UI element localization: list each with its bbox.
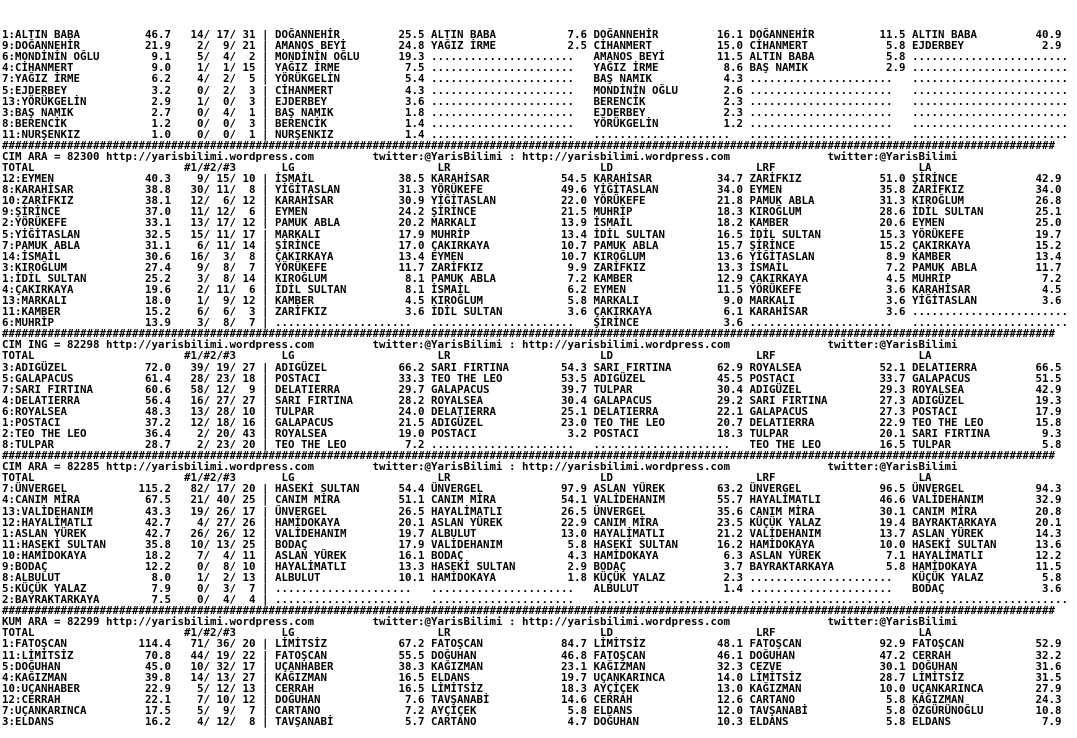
report-line: 11:LİMİTSİZ 70.8 44/ 19/ 22 | FATOŞCAN 55.5 DOĞUHAN 46.8 FATOŞCAN 46.1 DOĞUHAN 47.2 CERRAH 32.2: [2, 648, 1062, 662]
report-line: 2:BAYRAKTARKAYA 7.5 0/ 4/ 4 | ..................... ...................... ..................... ...................... ........................: [2, 593, 1069, 607]
report-line: 12:HAYALİMATLI 42.7 4/ 27/ 26 | HAMİDOKAYA 20.1 ASLAN YÜREK 22.9 CANIM MİRA 23.5 KÜÇÜK YALAZ 19.4 BAYRAKTARKAYA 20.1: [2, 515, 1062, 529]
section-separator: ##################################################################################################################################################################: [2, 449, 1056, 463]
report-line: 8:TULPAR 28.7 2/ 23/ 20 | TEO THE LEO 7.2 ...................... ..................... TEO THE LEO 16.5 TULPAR 5.8: [2, 438, 1062, 452]
report-line: 13:MARKALI 18.0 1/ 9/ 12 | KAMBER 4.5 KIROĞLUM 5.8 MARKALI 9.0 MARKALI 3.6 YİĞİTASLAN 3.6: [2, 294, 1062, 308]
report-line: 2:TEO THE LEO 36.4 2/ 20/ 43 | ROYALSEA 19.0 POSTACI 3.2 POSTACI 18.3 TULPAR 20.1 SARI FIRTINA 9.3: [2, 426, 1062, 440]
section-separator: ##################################################################################################################################################################: [2, 604, 1056, 618]
report-line: 1:POSTACI 37.2 12/ 18/ 16 | GALAPACUS 21.5 ADIGÜZEL 23.0 TEO THE LEO 20.7 DELATIERRA 22.9 TEO THE LEO 15.8: [2, 415, 1062, 429]
report-line: 5:GALAPACUS 61.4 28/ 23/ 18 | POSTACI 33.3 TEO THE LEO 53.5 ADIGÜZEL 45.5 POSTACI 33.7 GALAPACUS 51.5: [2, 371, 1062, 385]
report-line: 3:ELDANS 16.2 4/ 12/ 8 | TAVŞANABİ 5.7 CARTANO 4.7 DOĞUHAN 10.3 ELDANS 5.8 ELDANS 7.9: [2, 715, 1062, 728]
column-headers: TOTAL #1/#2/#3 LG LR LD LRF LA: [2, 161, 932, 175]
report-line: 4:DELATIERRA 56.4 16/ 27/ 27 | SARI FIRTINA 28.2 ROYALSEA 30.4 GALAPACUS 29.2 SARI FIRTINA 27.3 ADIGÜZEL 19.3: [2, 393, 1062, 407]
report-line: 8:ALBULUT 8.0 1/ 2/ 13 | ALBULUT 10.1 HAMİDOKAYA 1.8 KÜÇÜK YALAZ 2.3 ...................... KÜÇÜK YALAZ 5.8: [2, 570, 1062, 584]
report-body: [2, 29, 1077, 727]
report-line: 5:YİĞİTASLAN 32.5 15/ 11/ 17 | MARKALI 17.9 MUHRİP 13.4 İDİL SULTAN 16.5 İDİL SULTAN 15.3 YÖRÜKEFE 19.7: [2, 227, 1062, 241]
report-line: 14:İSMAİL 30.6 16/ 3/ 8 | ÇAKIRKAYA 13.4 EYMEN 10.7 KIROĞLUM 13.6 YİĞİTASLAN 8.9 KAMBER 13.4: [2, 249, 1062, 263]
column-headers: TOTAL #1/#2/#3 LG LR LD LRF LA: [2, 349, 932, 363]
report-line: 9:DOĞANNEHİR 21.9 2/ 9/ 21 | AMANOS BEYİ 24.8 YAĞIZ İRME 2.5 CİHANMERT 15.0 CİHANMERT 5.8 EJDERBEY 2.9: [2, 39, 1062, 53]
report-line: 3:ADIGÜZEL 72.0 39/ 19/ 27 | ADIGÜZEL 66.2 SARI FIRTINA 54.3 SARI FIRTINA 62.9 ROYALSEA 52.1 DELATIERRA 66.5: [2, 360, 1062, 374]
report-line: 1:FATOŞCAN 114.4 71/ 36/ 20 | LİMİTSİZ 67.2 FATOŞCAN 84.7 LİMİTSİZ 48.1 FATOŞCAN 92.9 FATOŞCAN 52.9: [2, 637, 1062, 651]
column-headers: TOTAL #1/#2/#3 LG LR LD LRF LA: [2, 471, 932, 485]
report-line: 4:KAĞIZMAN 39.8 14/ 13/ 27 | KAĞIZMAN 16.5 ELDANS 19.7 UÇANKARINCA 14.0 LİMİTSİZ 28.7 LİMİTSİZ 31.5: [2, 670, 1062, 684]
report-line: 11:HASEKİ SULTAN 35.8 10/ 13/ 25 | BODAÇ 17.9 VALİDEHANIM 5.8 HASEKİ SULTAN 16.2 HAMİDOKAYA 10.0 HASEKİ SULTAN 13.6: [2, 537, 1062, 551]
report-line: 1:İDİL SULTAN 25.2 3/ 8/ 14 | KIROĞLUM 8.1 PAMUK ABLA 7.2 KAMBER 12.9 ÇAKIRKAYA 4.5 MUHRİP 7.2: [2, 271, 1062, 285]
report-line: 2:YÖRÜKEFE 33.1 13/ 17/ 12 | PAMUK ABLA 20.2 MARKALI 13.9 İSMAİL 18.2 KAMBER 20.6 EYMEN 25.0: [2, 216, 1062, 230]
report-line: 7:ÜNVERGEL 115.2 82/ 17/ 20 | HASEKİ SULTAN 54.4 ÜNVERGEL 97.9 ASLAN YÜREK 63.2 ÜNVERGEL 96.5 ÜNVERGEL 94.3: [2, 482, 1062, 496]
report-line: 12:CERRAH 22.1 7/ 10/ 12 | DOĞUHAN 7.6 TAVŞANABİ 14.6 CERRAH 12.6 CARTANO 5.8 KAĞIZMAN 24.3: [2, 692, 1062, 706]
report-line: 7:UÇANKARINCA 17.5 5/ 9/ 7 | CARTANO 7.2 AYÇİÇEK 5.8 ELDANS 12.0 TAVŞANABİ 5.8 ÖZGÜRÜNOĞLU 10.8: [2, 703, 1062, 717]
report-line: 10:UÇANHABER 22.9 5/ 12/ 13 | CERRAH 16.5 LİMİTSİZ 18.3 AYÇİÇEK 13.0 KAĞIZMAN 10.0 UÇANKARINCA 27.9: [2, 681, 1062, 695]
report-line: 13:VALİDEHANIM 43.3 19/ 26/ 17 | ÜNVERGEL 26.5 HAYALİMATLI 26.5 ÜNVERGEL 35.6 CANIM MİRA 30.1 CANIM MİRA 20.8: [2, 504, 1062, 518]
report-line: 9:BODAÇ 12.2 0/ 8/ 10 | HAYALİMATLI 13.3 HASEKİ SULTAN 2.9 BODAÇ 3.7 BAYRAKTARKAYA 5.8 HAMİDOKAYA 11.5: [2, 559, 1062, 573]
report-line: 10:ZARİFKIZ 38.1 12/ 6/ 12 | KARAHİSAR 30.9 YİĞİTASLAN 22.0 YÖRÜKEFE 21.8 PAMUK ABLA 31.3 KIROĞLUM 26.8: [2, 194, 1062, 208]
report-line: 1:ASLAN YÜREK 42.7 26/ 26/ 12 | VALİDEHANIM 19.7 ALBULUT 13.0 HAYALİMATLI 21.2 VALİDEHANIM 13.7 ASLAN YÜREK 14.3: [2, 526, 1062, 540]
section-header-cim-ara-82300: CIM ARA = 82300 http://yarisbilimi.wordpress.com twitter:@YarisBilimi : http://yarisbilimi.wordpress.com twitter:@YarisBilimi: [2, 150, 958, 164]
report-line: 5:EJDERBEY 3.2 0/ 2/ 3 | CİHANMERT 4.3 ...................... MONDİNİN OĞLU 2.6 ...................... ........................: [2, 83, 1069, 97]
report-line: 10:HAMİDOKAYA 18.2 7/ 4/ 11 | ASLAN YÜREK 16.1 BODAÇ 4.3 HAMİDOKAYA 6.3 ASLAN YÜREK 7.1 HAYALİMATLI 12.2: [2, 548, 1062, 562]
report-line: 13:YÖRÜKGELİN 2.9 1/ 0/ 3 | EJDERBEY 3.6 ...................... BERENCİK 2.3 ...................... ........................: [2, 94, 1069, 108]
report-line: 12:EYMEN 40.3 9/ 15/ 10 | İSMAİL 38.5 KARAHİSAR 54.5 KARAHİSAR 34.7 ZARİFKIZ 51.0 ŞİRİNCE 42.9: [2, 172, 1062, 186]
report-line: 6:ROYALSEA 48.3 13/ 28/ 10 | TULPAR 24.0 DELATIERRA 25.1 DELATIERRA 22.1 GALAPACUS 27.3 POSTACI 17.9: [2, 404, 1062, 418]
report-line: 1:ALTIN BABA 46.7 14/ 17/ 31 | DOĞANNEHİR 25.5 ALTIN BABA 7.6 DOĞANNEHİR 16.1 DOĞANNEHİR 11.5 ALTIN BABA 40.9: [2, 28, 1062, 42]
column-headers: TOTAL #1/#2/#3 LG LR LD LRF LA: [2, 626, 932, 640]
section-separator: ##################################################################################################################################################################: [2, 138, 1056, 152]
report-line: 7:YAĞIZ İRME 6.2 4/ 2/ 5 | YÖRÜKGELİN 5.4 ...................... BAŞ NAMIK 4.3 ...................... ........................: [2, 72, 1069, 86]
report-line: 8:KARAHİSAR 38.8 30/ 11/ 8 | YİĞİTASLAN 31.3 YÖRÜKEFE 49.6 YİĞİTASLAN 34.0 EYMEN 35.8 ZARİFKIZ 34.0: [2, 183, 1062, 197]
report-line: 6:MONDİNİN OĞLU 9.1 5/ 4/ 2 | MONDİNİN OĞLU 19.3 ...................... AMANOS BEYİ 11.5 ALTIN BABA 5.8 ........................: [2, 50, 1069, 64]
report-line: 6:MUHRİP 13.9 3/ 8/ 7 | ..................... ...................... ŞİRİNCE 3.6 ...................... ........................: [2, 316, 1069, 330]
report-line: 4:ÇAKIRKAYA 19.6 2/ 11/ 6 | İDİL SULTAN 8.1 İSMAİL 6.2 EYMEN 11.5 YÖRÜKEFE 3.6 KARAHİSAR 4.5: [2, 282, 1062, 296]
report-line: 5:KÜÇÜK YALAZ 7.9 0/ 3/ 7 | ..................... ...................... ALBULUT 1.4 ...................... BODAÇ 3.6: [2, 582, 1062, 596]
report-line: 3:KIROĞLUM 27.4 9/ 8/ 7 | YÖRÜKEFE 11.7 ZARİFKIZ 9.9 ZARİFKIZ 13.3 İSMAİL 7.2 PAMUK ABLA 11.7: [2, 260, 1062, 274]
report-line: 4:CİHANMERT 9.0 1/ 1/ 15 | YAĞIZ İRME 7.5 ...................... YAĞIZ İRME 8.6 BAŞ NAMIK 2.9 ........................: [2, 61, 1069, 75]
section-header-cim-ara-82285: CIM ARA = 82285 http://yarisbilimi.wordpress.com twitter:@YarisBilimi : http://yarisbilimi.wordpress.com twitter:@YarisBilimi: [2, 460, 958, 474]
report-line: 9:ŞİRİNCE 37.0 11/ 12/ 6 | EYMEN 24.2 ŞİRİNCE 21.5 MUHRİP 18.3 KIROĞLUM 28.6 İDİL SULTAN 25.1: [2, 205, 1062, 219]
section-header-kum-ara-82299: KUM ARA = 82299 http://yarisbilimi.wordpress.com twitter:@YarisBilimi : http://yarisbilimi.wordpress.com twitter:@YarisBilimi: [2, 615, 958, 629]
report-line: 8:BERENCİK 1.2 0/ 0/ 3 | BERENCİK 1.4 ...................... YÖRÜKGELİN 1.2 ...................... ........................: [2, 116, 1069, 130]
report-line: 4:CANIM MİRA 67.5 21/ 40/ 25 | CANIM MİRA 51.1 CANIM MİRA 54.1 VALİDEHANIM 55.7 HAYALİMATLI 46.6 VALİDEHANIM 32.9: [2, 493, 1062, 507]
report-line: 3:BAŞ NAMIK 2.7 0/ 4/ 1 | BAŞ NAMIK 1.8 ...................... EJDERBEY 2.3 ...................... ........................: [2, 105, 1069, 119]
section-separator: ##################################################################################################################################################################: [2, 327, 1056, 341]
report-line: 7:SARI FIRTINA 60.6 58/ 12/ 9 | DELATIERRA 29.7 GALAPACUS 39.7 TULPAR 30.4 ADIGÜZEL 29.3 ROYALSEA 42.9: [2, 382, 1062, 396]
section-header-cim-ing-82298: CIM ING = 82298 http://yarisbilimi.wordpress.com twitter:@YarisBilimi : http://yarisbilimi.wordpress.com twitter:@YarisBilimi: [2, 338, 958, 352]
report-line: 11:KAMBER 15.2 6/ 6/ 3 | ZARİFKIZ 3.6 İDİL SULTAN 3.6 ÇAKIRKAYA 6.1 KARAHİSAR 3.6 ........................: [2, 305, 1069, 319]
report-line: 11:NURŞENKIZ 1.0 0/ 0/ 1 | NURŞENKIZ 1.4 ...................... ..................... ...................... ........................: [2, 127, 1069, 141]
report-line: 7:PAMUK ABLA 31.1 6/ 11/ 14 | ŞİRİNCE 17.0 ÇAKIRKAYA 10.7 PAMUK ABLA 15.7 ŞİRİNCE 15.2 ÇAKIRKAYA 15.2: [2, 238, 1062, 252]
report-line: 5:DOĞUHAN 45.0 10/ 32/ 17 | UÇANHABER 38.3 KAĞIZMAN 23.1 KAĞIZMAN 32.3 CEZVE 30.1 DOĞUHAN 31.6: [2, 659, 1062, 673]
